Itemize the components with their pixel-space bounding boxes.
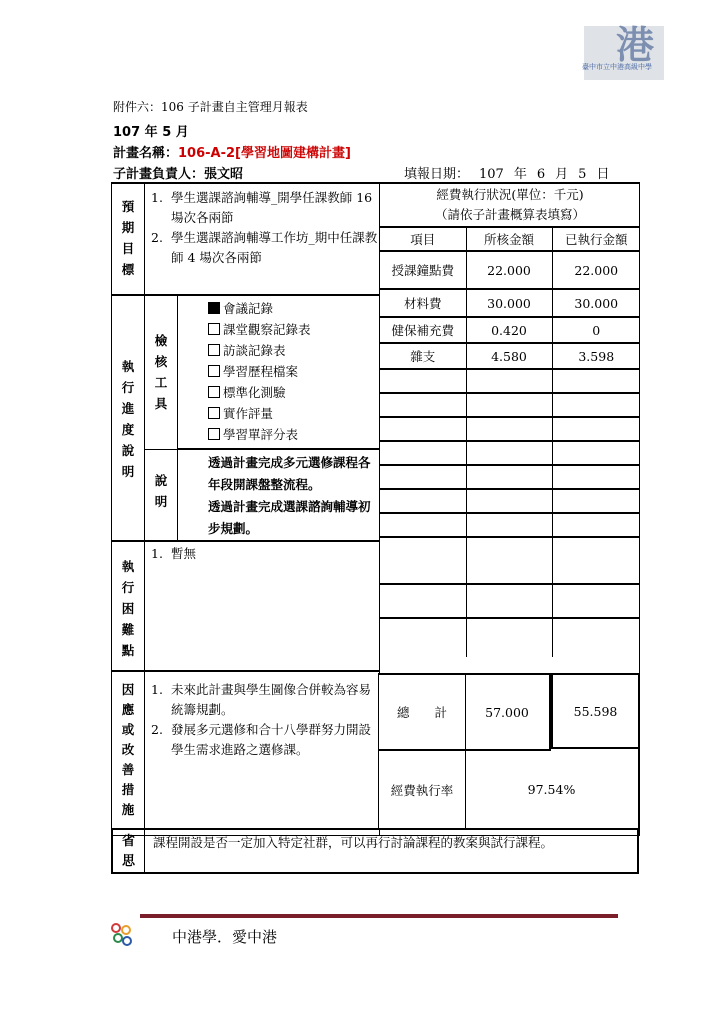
footer-slogan: 中港學．愛中港 (172, 928, 278, 946)
checkbox-checked-icon (208, 302, 220, 314)
finance-title: 經費執行狀況(單位：千元) （請依子計畫概算表填寫） (380, 184, 640, 227)
finance-row: 授課鐘點費 22.000 22.000 (380, 251, 640, 289)
checklist-item: 課堂觀察記錄表 (178, 319, 379, 340)
rate-label: 經費執行率 (379, 751, 466, 828)
finance-col-spent: 已執行金額 (552, 227, 640, 251)
finance-row: 健保補充費 0.420 0 (380, 317, 640, 343)
reflection-row (111, 828, 639, 874)
check-tools-list (178, 295, 380, 449)
checkbox-icon (208, 344, 220, 356)
report-year-month: 107 年 5 月 (113, 125, 189, 140)
total-approved: 57.000 (465, 675, 551, 751)
check-tools-label: 檢 核 工 具 (145, 295, 178, 449)
plan-owner: 子計畫負責人：張文昭 (113, 167, 244, 182)
difficulty-label: 執 行 困 難 點 (112, 541, 145, 671)
checklist-item: 訪談記錄表 (178, 340, 379, 361)
measure-item: 1. 未來此計畫與學生圖像合併較為容易統籌規劃。 (151, 682, 372, 717)
school-logo-caption: 臺中市立中港高級中學 (582, 63, 652, 71)
checklist-item: 標準化測驗 (178, 382, 379, 403)
measures-label: 因 應 或 改 善 措 施 (112, 671, 145, 835)
checklist-item: 會議記錄 (178, 298, 379, 319)
explain-text: 透過計畫完成多元選修課程各年段開課盤整流程。 透過計畫完成選課諮詢輔導初步規劃。 (178, 449, 380, 541)
difficulty-item: 1. 暫無 (151, 546, 197, 561)
difficulty-cell (145, 541, 380, 671)
goal-item: 2. 學生選課諮詢輔導工作坊_期中任課教師 4 場次各兩節 (151, 230, 378, 265)
school-logo (572, 14, 664, 80)
finance-table (380, 184, 640, 657)
total-label: 總 計 (379, 675, 466, 751)
checkbox-icon (208, 407, 220, 419)
goal-item: 1. 學生選課諮詢輔導_開學任課教師 16 場次各兩節 (151, 190, 373, 225)
total-spent: 55.598 (551, 675, 638, 749)
rate-value: 97.54% (527, 782, 576, 797)
checkbox-icon (208, 323, 220, 335)
totals-block (378, 673, 639, 828)
finance-col-approved: 所核金額 (466, 227, 552, 251)
checklist-item: 學習歷程檔案 (178, 361, 379, 382)
finance-col-item: 項目 (380, 227, 466, 251)
goals-label: 預 期 目 標 (112, 183, 145, 295)
finance-row: 材料費 30.000 30.000 (380, 289, 640, 317)
reflection-label: 省 思 (113, 830, 145, 874)
fill-date: 填報日期： 107 年 6 月 5 日 (404, 167, 610, 182)
school-logo-icon: 港 (616, 23, 655, 67)
footer-divider (140, 914, 618, 918)
finance-row: 雜支 4.580 3.598 (380, 343, 640, 369)
plan-name (113, 142, 351, 161)
goals-cell (145, 183, 380, 295)
plan-label: 計畫名稱： (113, 146, 179, 161)
checkbox-icon (208, 365, 220, 377)
progress-label: 執 行 進 度 說 明 (112, 295, 145, 541)
explain-label: 說 明 (145, 449, 178, 541)
checklist-item: 學習單評分表 (178, 424, 379, 445)
measures-cell (145, 671, 380, 835)
annex-title: 附件六：106 子計畫自主管理月報表 (113, 100, 308, 114)
checkbox-icon (208, 386, 220, 398)
checklist-item: 實作評量 (178, 403, 379, 424)
checkbox-icon (208, 428, 220, 440)
measure-item: 2. 發展多元選修和合十八學群努力開設學生需求進路之選修課。 (151, 722, 372, 757)
reflection-text: 課程開設是否一定加入特定社群，可以再行討論課程的教案與試行課程。 (153, 835, 554, 850)
plan-name-value: 106-A-2[學習地圖建構計畫] (178, 146, 351, 161)
footer-logo-icon (108, 920, 134, 950)
